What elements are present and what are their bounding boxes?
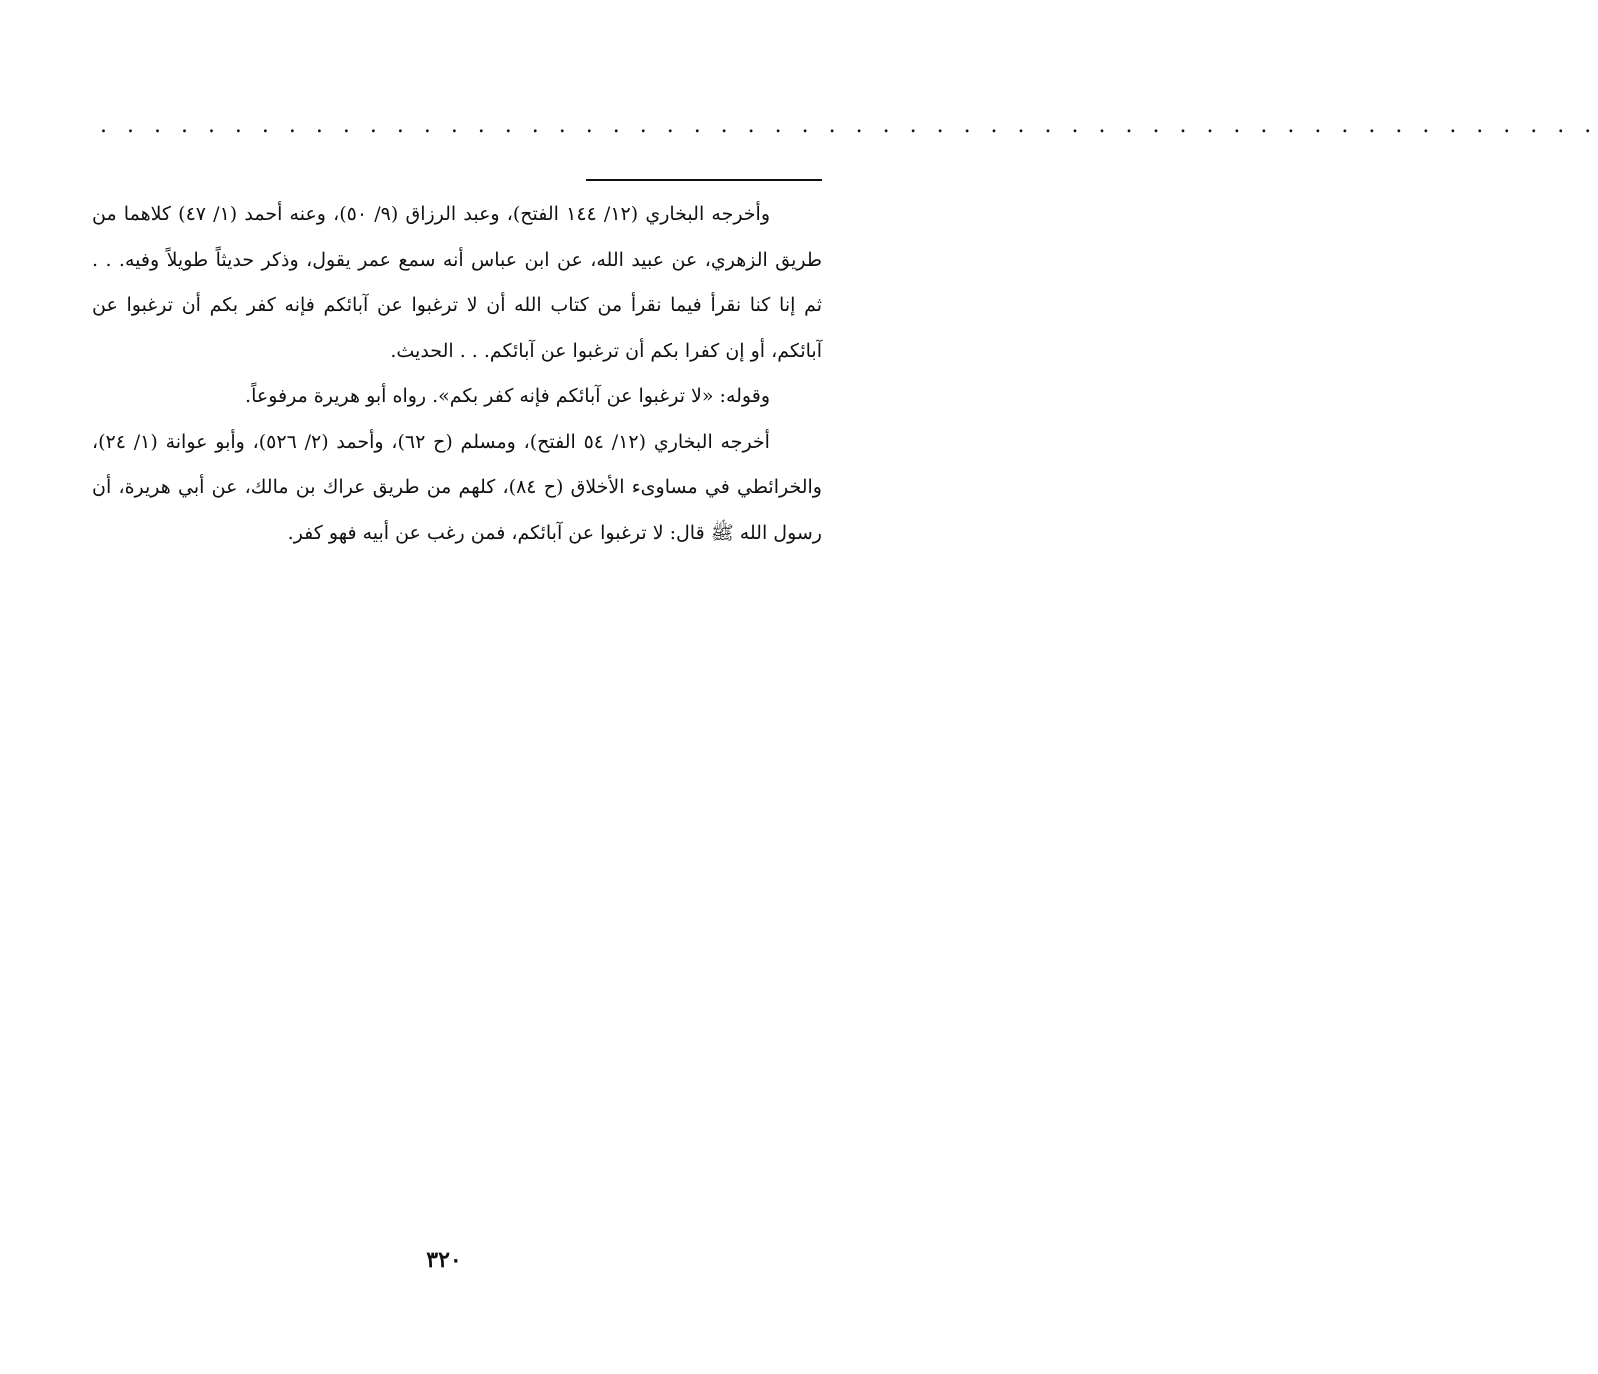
paragraph-1-line-1: وأخرجه البخاري (١٢/ ١٤٤ الفتح)، وعبد الرزاق (٩/ ٥٠)، وعنه أحمد [244, 203, 771, 225]
dotted-separator: . . . . . . . . . . . . . . . . . . . . . . . . . . . . . . . . . . . . . . . . . . . . . . . . . . . . . . . . [100, 113, 1598, 138]
paragraph-3-line-3: عراك بن مالك، عن أبي هريرة، أن رسول الله ﷺ قال: لا ترغبوا عن آبائكم، فمن [92, 476, 822, 544]
paragraph-2 [92, 374, 822, 420]
paragraph-3-line-4: رغب عن أبيه فهو كفر. [287, 521, 465, 544]
paragraph-3 [92, 420, 822, 557]
paragraph-1-line-4: آبائكم فإنه كفر بكم أن ترغبوا عن آبائكم، أو إن كفرا بكم أن ترغبوا عن آبائكم. . . [92, 294, 822, 362]
paragraph-1-line-3: وذكر حديثاً طويلاً وفيه. . . ثم إنا كنا نقرأ فيما نقرأ من كتاب الله أن لا ترغبوا عن [92, 248, 822, 316]
paragraph-3-line-1: أخرجه البخاري (١٢/ ٥٤ الفتح)، ومسلم (ح ٦٢)، وأحمد (٢/ ٥٢٦)، [252, 430, 770, 453]
footnote-text [92, 192, 822, 556]
paragraph-1-line-5: الحديث. [390, 339, 454, 362]
paragraph-3-line-2: وأبو عوانة (١/ ٢٤)، والخرائطي في مساوىء الأخلاق (ح ٨٤)، كلهم من طريق [92, 430, 822, 498]
page-number: ٣٢٠ [426, 1247, 462, 1273]
paragraph-1 [92, 192, 822, 374]
footnote-rule [586, 179, 822, 181]
paragraph-1-line-2: (١/ ٤٧) كلاهما من طريق الزهري، عن عبيد الله، عن ابن عباس أنه سمع عمر يقول، [92, 203, 822, 271]
paragraph-2-line-1: وقوله: «لا ترغبوا عن آبائكم فإنه كفر بكم». رواه أبو هريرة مرفوعاً. [245, 385, 770, 407]
